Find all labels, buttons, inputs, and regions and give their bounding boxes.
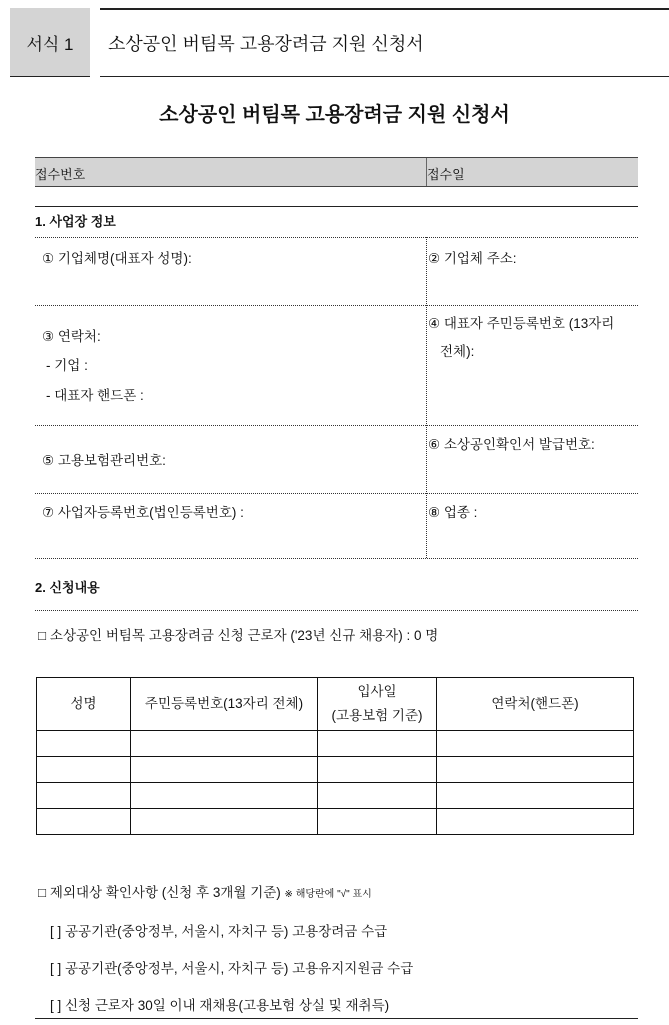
divider [35, 237, 638, 238]
divider [35, 305, 638, 306]
exclusion-item[interactable]: [ ] 공공기관(중앙정부, 서울시, 자치구 등) 고용유지지원금 수급 [50, 961, 414, 976]
document-title: 소상공인 버팀목 고용장려금 지원 신청서 [159, 104, 510, 126]
cell[interactable] [437, 783, 634, 809]
col-name: 성명 [37, 678, 131, 731]
col-rrn: 주민등록번호(13자리 전체) [131, 678, 318, 731]
cell[interactable] [131, 731, 318, 757]
cell[interactable] [37, 731, 131, 757]
exclusion-item[interactable]: [ ] 공공기관(중앙정부, 서울시, 자치구 등) 고용장려금 수급 [50, 924, 388, 939]
field-rrn: ④ 대표자 주민등록번호 (13자리 [428, 316, 615, 331]
cell[interactable] [37, 783, 131, 809]
field-rrn-cont: 전체): [440, 344, 475, 359]
section2-heading: 2. 신청내용 [35, 580, 100, 595]
field-contact-company: - 기업 : [46, 358, 88, 373]
cell[interactable] [437, 757, 634, 783]
table-row [37, 809, 634, 835]
header-title: 소상공인 버팀목 고용장려금 지원 신청서 [100, 8, 669, 77]
col-hire-date: 입사일 (고용보험 기준) [318, 678, 437, 731]
divider [35, 610, 638, 611]
cell[interactable] [318, 809, 437, 835]
divider [35, 1018, 638, 1019]
exclusion-note: ※ 해당란에 "√" 표시 [284, 889, 372, 900]
cell[interactable] [131, 757, 318, 783]
exclusion-title: □ 제외대상 확인사항 (신청 후 3개월 기준) ※ 해당란에 "√" 표시 [38, 885, 372, 900]
receipt-date-label: 접수일 [427, 167, 465, 182]
cell[interactable] [318, 731, 437, 757]
field-contact: ③ 연락처: [42, 329, 101, 344]
table-row [37, 783, 634, 809]
divider [35, 206, 638, 207]
workers-table [36, 677, 634, 835]
divider [426, 237, 427, 558]
cell[interactable] [318, 783, 437, 809]
cell[interactable] [437, 731, 634, 757]
field-business-reg-no: ⑦ 사업자등록번호(법인등록번호) : [42, 505, 244, 520]
workers-count-line: □ 소상공인 버팀목 고용장려금 신청 근로자 ('23년 신규 채용자) : 0 명 [38, 628, 439, 643]
divider [35, 558, 638, 559]
field-insurance-no: ⑤ 고용보험관리번호: [42, 453, 166, 468]
cell[interactable] [131, 783, 318, 809]
table-row [37, 757, 634, 783]
section1-heading: 1. 사업장 정보 [35, 214, 116, 229]
table-row [37, 731, 634, 757]
cell[interactable] [131, 809, 318, 835]
field-company-name: ① 기업체명(대표자 성명): [42, 251, 192, 266]
field-industry: ⑧ 업종 : [428, 505, 478, 520]
receipt-number-label: 접수번호 [35, 167, 86, 182]
divider [35, 425, 638, 426]
receipt-bar [35, 157, 638, 187]
field-company-address: ② 기업체 주소: [428, 251, 517, 266]
divider [35, 493, 638, 494]
exclusion-item[interactable]: [ ] 신청 근로자 30일 이내 재채용(고용보험 상실 및 재취득) [50, 998, 390, 1013]
form-number: 서식 1 [10, 8, 90, 77]
cell[interactable] [37, 809, 131, 835]
cell[interactable] [437, 809, 634, 835]
cell[interactable] [318, 757, 437, 783]
cell[interactable] [37, 757, 131, 783]
col-phone: 연락처(핸드폰) [437, 678, 634, 731]
field-certificate-no: ⑥ 소상공인확인서 발급번호: [428, 437, 595, 452]
field-contact-mobile: - 대표자 핸드폰 : [46, 388, 144, 403]
